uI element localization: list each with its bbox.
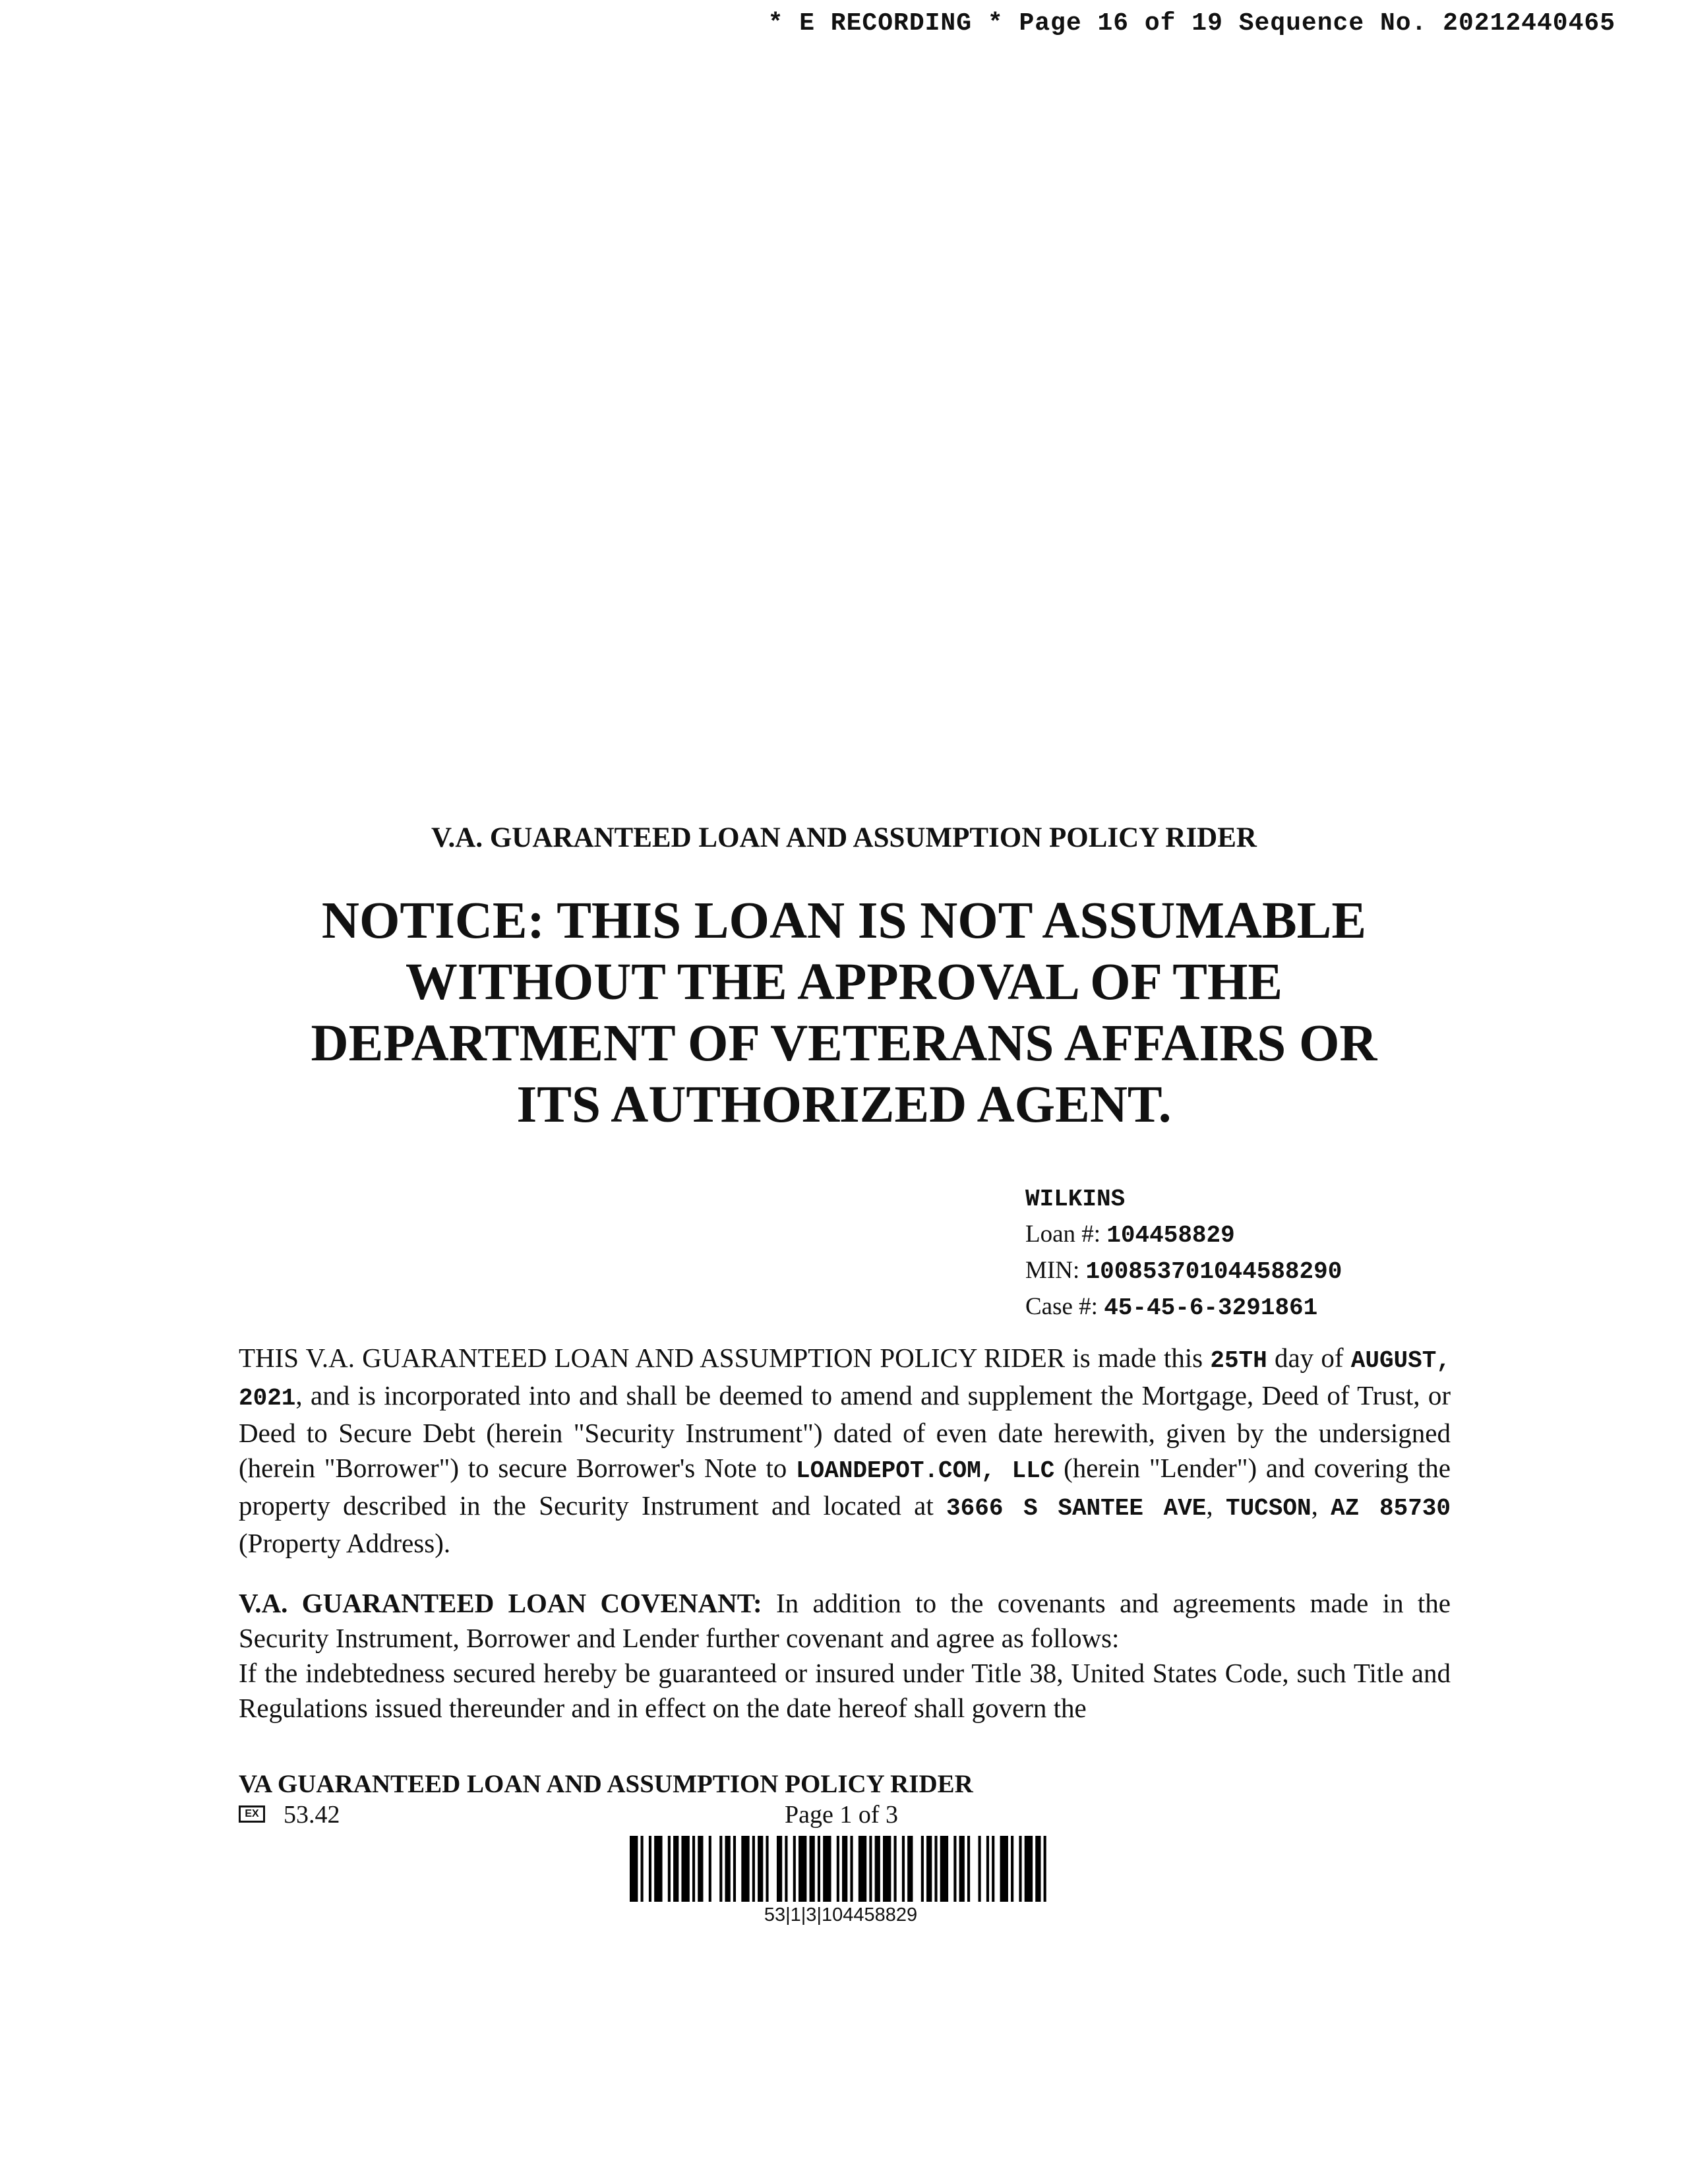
- barcode-bar: [823, 1836, 831, 1902]
- loan-number: 104458829: [1106, 1222, 1235, 1249]
- footer-meta: [239, 1800, 1451, 1833]
- recording-header: * E RECORDING * Page 16 of 19 Sequence No. 20212440465: [768, 9, 1615, 38]
- barcode-bar: [953, 1836, 956, 1902]
- property-street: 3666 S SANTEE AVE: [946, 1495, 1207, 1522]
- barcode-bar: [630, 1836, 638, 1902]
- rider-title: V.A. GUARANTEED LOAN AND ASSUMPTION POLICY RIDER: [431, 822, 1257, 853]
- barcode-bar: [692, 1836, 695, 1902]
- barcode-bar: [934, 1836, 937, 1902]
- barcode-bar: [777, 1836, 782, 1902]
- barcode-bar: [1035, 1836, 1040, 1902]
- barcode-bar: [959, 1836, 965, 1902]
- barcode-bar: [894, 1836, 897, 1902]
- barcode-bar: [986, 1836, 989, 1902]
- intro-text-2: day of: [1267, 1343, 1351, 1373]
- loan-reference-block: [1025, 1180, 1342, 1325]
- barcode-bar: [668, 1836, 671, 1902]
- intro-text-1: THIS V.A. GUARANTEED LOAN AND ASSUMPTION POLICY RIDER is made this: [239, 1343, 1211, 1373]
- barcode-bar: [902, 1836, 905, 1902]
- barcode-bar: [733, 1836, 736, 1902]
- property-state-zip: AZ 85730: [1331, 1495, 1451, 1522]
- barcode-bar: [719, 1836, 722, 1902]
- notice-line-2: WITHOUT THE APPROVAL OF THE: [405, 954, 1283, 1011]
- barcode-bar: [883, 1836, 891, 1902]
- barcode-bar: [785, 1836, 787, 1902]
- barcode-image: [630, 1836, 1052, 1902]
- barcode-bar: [649, 1836, 651, 1902]
- barcode-bar: [875, 1836, 880, 1902]
- covenant-paragraph: [239, 1586, 1451, 1726]
- barcode-bar: [992, 1836, 994, 1902]
- barcode-bar: [979, 1836, 981, 1902]
- min-label: MIN:: [1025, 1257, 1080, 1284]
- barcode-bar: [1019, 1836, 1021, 1902]
- notice-line-4: ITS AUTHORIZED AGENT.: [516, 1076, 1172, 1134]
- lender-name: LOANDEPOT.COM, LLC: [796, 1457, 1055, 1484]
- barcode-bar: [810, 1836, 815, 1902]
- barcode-bar: [709, 1836, 711, 1902]
- barcode-bar: [1011, 1836, 1013, 1902]
- barcode-bar: [967, 1836, 970, 1902]
- barcode-bar: [842, 1836, 847, 1902]
- barcode-bar: [681, 1836, 689, 1902]
- barcode-bar: [741, 1836, 749, 1902]
- barcode-bar: [641, 1836, 644, 1902]
- barcode-text: 53|1|3|104458829: [764, 1904, 918, 1926]
- barcode-bar: [698, 1836, 703, 1902]
- form-number: 53.42: [284, 1801, 340, 1829]
- page-indicator: Page 1 of 3: [785, 1801, 899, 1829]
- intro-text-5: (Property Address).: [239, 1528, 451, 1558]
- barcode-bar: [1000, 1836, 1008, 1902]
- barcode-bar: [926, 1836, 932, 1902]
- notice-line-3: DEPARTMENT OF VETERANS AFFAIRS OR: [311, 1015, 1377, 1072]
- barcode-bar: [907, 1836, 913, 1902]
- notice-heading: [218, 890, 1470, 1136]
- borrower-name: WILKINS: [1025, 1186, 1126, 1213]
- comma-2: ,: [1311, 1490, 1331, 1521]
- rider-month-year: AUGUST, 2021: [239, 1347, 1451, 1412]
- barcode-bar: [725, 1836, 731, 1902]
- barcode-bar: [799, 1836, 806, 1902]
- barcode-bar: [837, 1836, 839, 1902]
- barcode-bar: [793, 1836, 796, 1902]
- barcode-bar: [1044, 1836, 1046, 1902]
- barcode-bar: [758, 1836, 763, 1902]
- case-number-label: Case #:: [1025, 1293, 1098, 1320]
- barcode-bar: [921, 1836, 924, 1902]
- rider-intro-paragraph: [239, 1341, 1451, 1561]
- rider-day: 25TH: [1210, 1347, 1267, 1374]
- footer-form-title: VA GUARANTEED LOAN AND ASSUMPTION POLICY RIDER: [239, 1770, 973, 1798]
- barcode-bar: [850, 1836, 853, 1902]
- barcode-bar: [673, 1836, 678, 1902]
- barcode-bar: [818, 1836, 820, 1902]
- intro-text-3: , and is incorporated into and shall be deemed to amend and supplement the Mortgage, Deed of Trust, or Deed to Secure Debt (herein "Security Instrument") dated of even date herewith, given by the undersigned (herein "Borrower") to secure Borrower's Note to: [239, 1380, 1451, 1483]
- loan-number-label: Loan #:: [1025, 1221, 1101, 1248]
- barcode-bar: [869, 1836, 872, 1902]
- intro-text-4: (herein "Lender") and covering the property described in the Security Instrument and located at: [239, 1453, 1451, 1521]
- notice-line-1: NOTICE: THIS LOAN IS NOT ASSUMABLE: [321, 892, 1367, 950]
- property-city: TUCSON: [1225, 1495, 1311, 1522]
- form-type-icon: EX: [239, 1805, 265, 1823]
- comma-1: ,: [1206, 1490, 1226, 1521]
- min-number: 100853701044588290: [1085, 1258, 1342, 1285]
- case-number: 45-45-6-3291861: [1104, 1294, 1318, 1321]
- barcode-bar: [766, 1836, 768, 1902]
- covenant-text-1: In addition to the covenants and agreements made in the Security Instrument, Borrower and Lender further covenant and agree as follows:: [239, 1588, 1451, 1653]
- covenant-text-2: If the indebtedness secured hereby be guaranteed or insured under Title 38, United States Code, such Title and Regulations issued thereunder and in effect on the date hereof shall govern the: [239, 1658, 1451, 1723]
- barcode-bar: [859, 1836, 866, 1902]
- barcode-bar: [940, 1836, 948, 1902]
- barcode-bar: [1025, 1836, 1033, 1902]
- barcode-bar: [752, 1836, 755, 1902]
- barcode-bar: [654, 1836, 662, 1902]
- covenant-heading: V.A. GUARANTEED LOAN COVENANT:: [239, 1588, 762, 1618]
